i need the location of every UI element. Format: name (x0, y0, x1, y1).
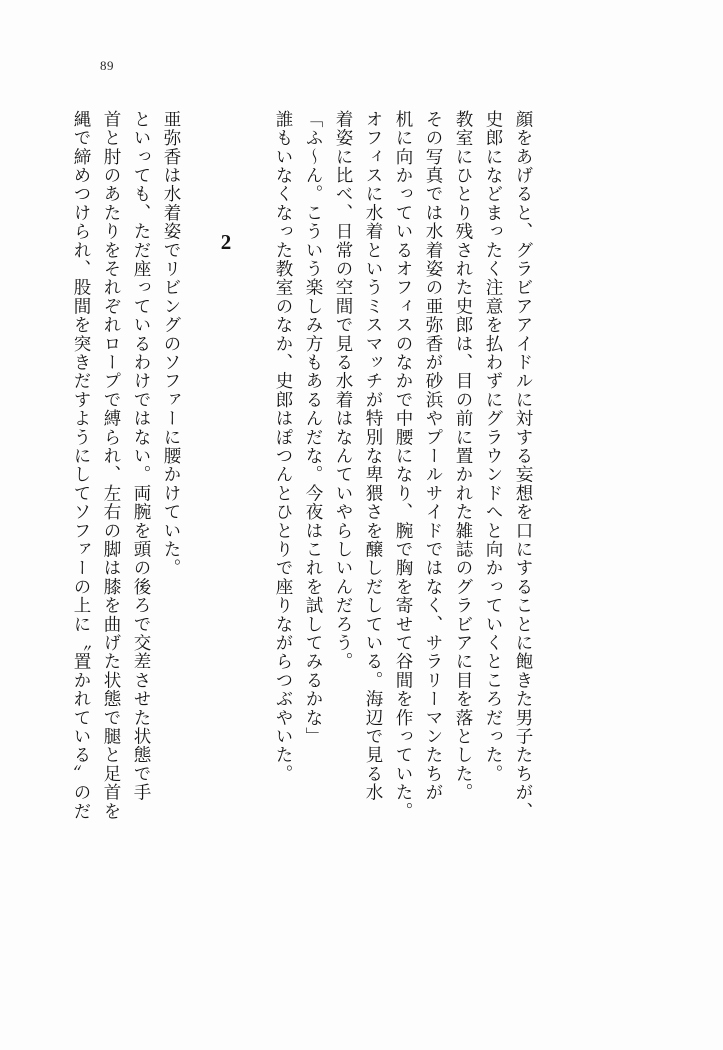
text-column: 史郎になどまったく注意を払わずにグラウンドへと向かっていくところだった。 (484, 110, 504, 784)
column-spacer (180, 110, 206, 930)
section-heading: 2 (214, 230, 238, 254)
text-column: その写真では水着姿の亜弥香が砂浜やプールサイドではなく、サラリーマンたちが (424, 110, 444, 802)
text-column: 誰もいなくなった教室のなか、史郎はぽつんとひとりで座りながらつぶやいた。 (274, 110, 294, 784)
text-column: といっても、ただ座っているわけではない。両腕を頭の後ろで交差させた状態で手 (132, 110, 152, 802)
text-column: 顔をあげると、グラビアアイドルに対する妄想を口にすることに飽きた男子たちが、 (514, 110, 534, 821)
text-column: 縄で締めつけられ、股間を突きだすようにしてソファーの上に〝置かれている〟のだ (72, 110, 92, 821)
text-column: 机に向かっているオフィスのなかで中腰になり、腕で胸を寄せて谷間を作っていた。 (394, 110, 414, 821)
text-column: 「ふ～ん。こういう楽しみ方もあるんだな。今夜はこれを試してみるかな」 (304, 110, 324, 746)
text-column: 首と肘のあたりをそれぞれロープで縛られ、左右の脚は膝を曲げた状態で腿と足首を (102, 110, 122, 821)
text-column: 教室にひとり残された史郎は、目の前に置かれた雑誌のグラビアに目を落とした。 (454, 110, 474, 802)
column-spacer (236, 110, 262, 930)
text-column: 着姿に比べ、日常の空間で見る水着はなんていやらしいんだろう。 (334, 110, 354, 671)
vertical-text-body (60, 110, 645, 940)
text-column: オフィスに水着というミスマッチが特別な卑猥さを醸しだしている。海辺で見る水 (364, 110, 384, 802)
text-column: 亜弥香は水着姿でリビングのソファーに腰かけていた。 (162, 110, 182, 578)
page-number: 89 (100, 58, 114, 73)
